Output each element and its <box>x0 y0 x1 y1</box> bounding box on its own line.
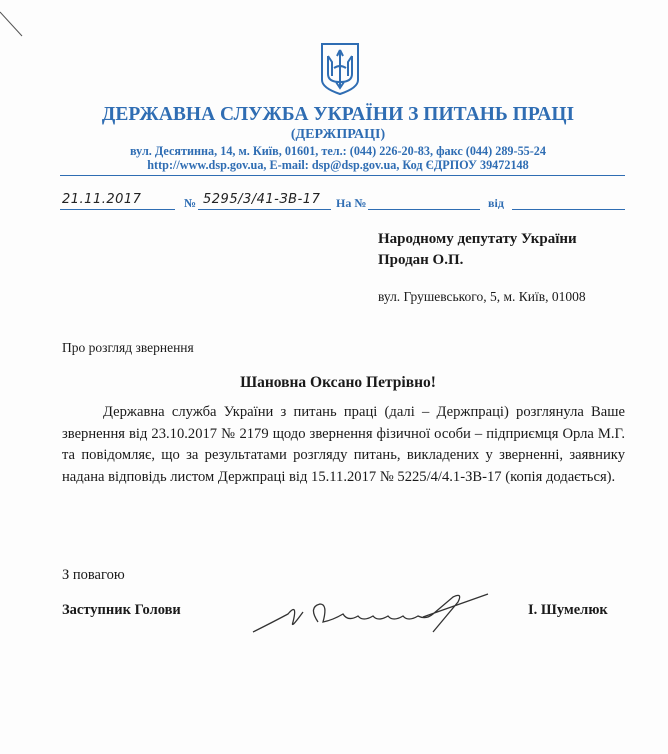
letter-body: Державна служба України з питань праці (далі – Держпраці) розглянула Ваше звернення від 23.10.2017 № 2179 щодо звернення фізичної особи – підприємця Орла М.Г. та повідомляє, що за результатами розгляду питань, викладених у зверненні, заявнику надана відповідь листом Держпраці від 15.11.2017 № 5225/4/4.1-ЗВ-17 (копія додається). <box>62 404 625 485</box>
number-label: № <box>184 196 197 210</box>
in-reply-underline <box>368 208 480 210</box>
recipient-line-1: Народному депутату України <box>378 231 577 247</box>
signature <box>248 592 493 637</box>
subject: Про розгляд звернення <box>62 340 194 355</box>
signatory-name: І. Шумелюк <box>528 602 608 618</box>
greeting: Шановна Оксано Петрівно! <box>240 374 436 391</box>
number-underline <box>198 208 331 210</box>
recipient-line-2: Продан О.П. <box>378 252 464 268</box>
in-reply-label: На № <box>336 196 367 210</box>
date-underline <box>60 208 175 210</box>
registration-date: 21.11.2017 <box>62 192 142 207</box>
registration-number: 5295/3/41-ЗВ-17 <box>203 192 321 207</box>
org-address: вул. Десятинна, 14, м. Київ, 01601, тел.: (044) 226-20-83, факс (044) 289-55-24 <box>130 144 546 158</box>
from-label: від <box>488 196 504 210</box>
recipient-address: вул. Грушевського, 5, м. Київ, 01008 <box>378 289 586 304</box>
header-divider <box>60 175 625 176</box>
org-contacts: http://www.dsp.gov.ua, E-mail: dsp@dsp.gov.ua, Код ЄДРПОУ 39472148 <box>147 158 529 172</box>
signatory-title: Заступник Голови <box>62 602 181 618</box>
scan-corner-mark <box>0 0 30 40</box>
closing: З повагою <box>62 567 125 583</box>
from-underline <box>512 208 625 210</box>
org-name: ДЕРЖАВНА СЛУЖБА УКРАЇНИ З ПИТАНЬ ПРАЦІ <box>101 104 575 125</box>
coat-of-arms-icon <box>320 42 360 96</box>
org-short-name: (ДЕРЖПРАЦІ) <box>290 127 386 142</box>
